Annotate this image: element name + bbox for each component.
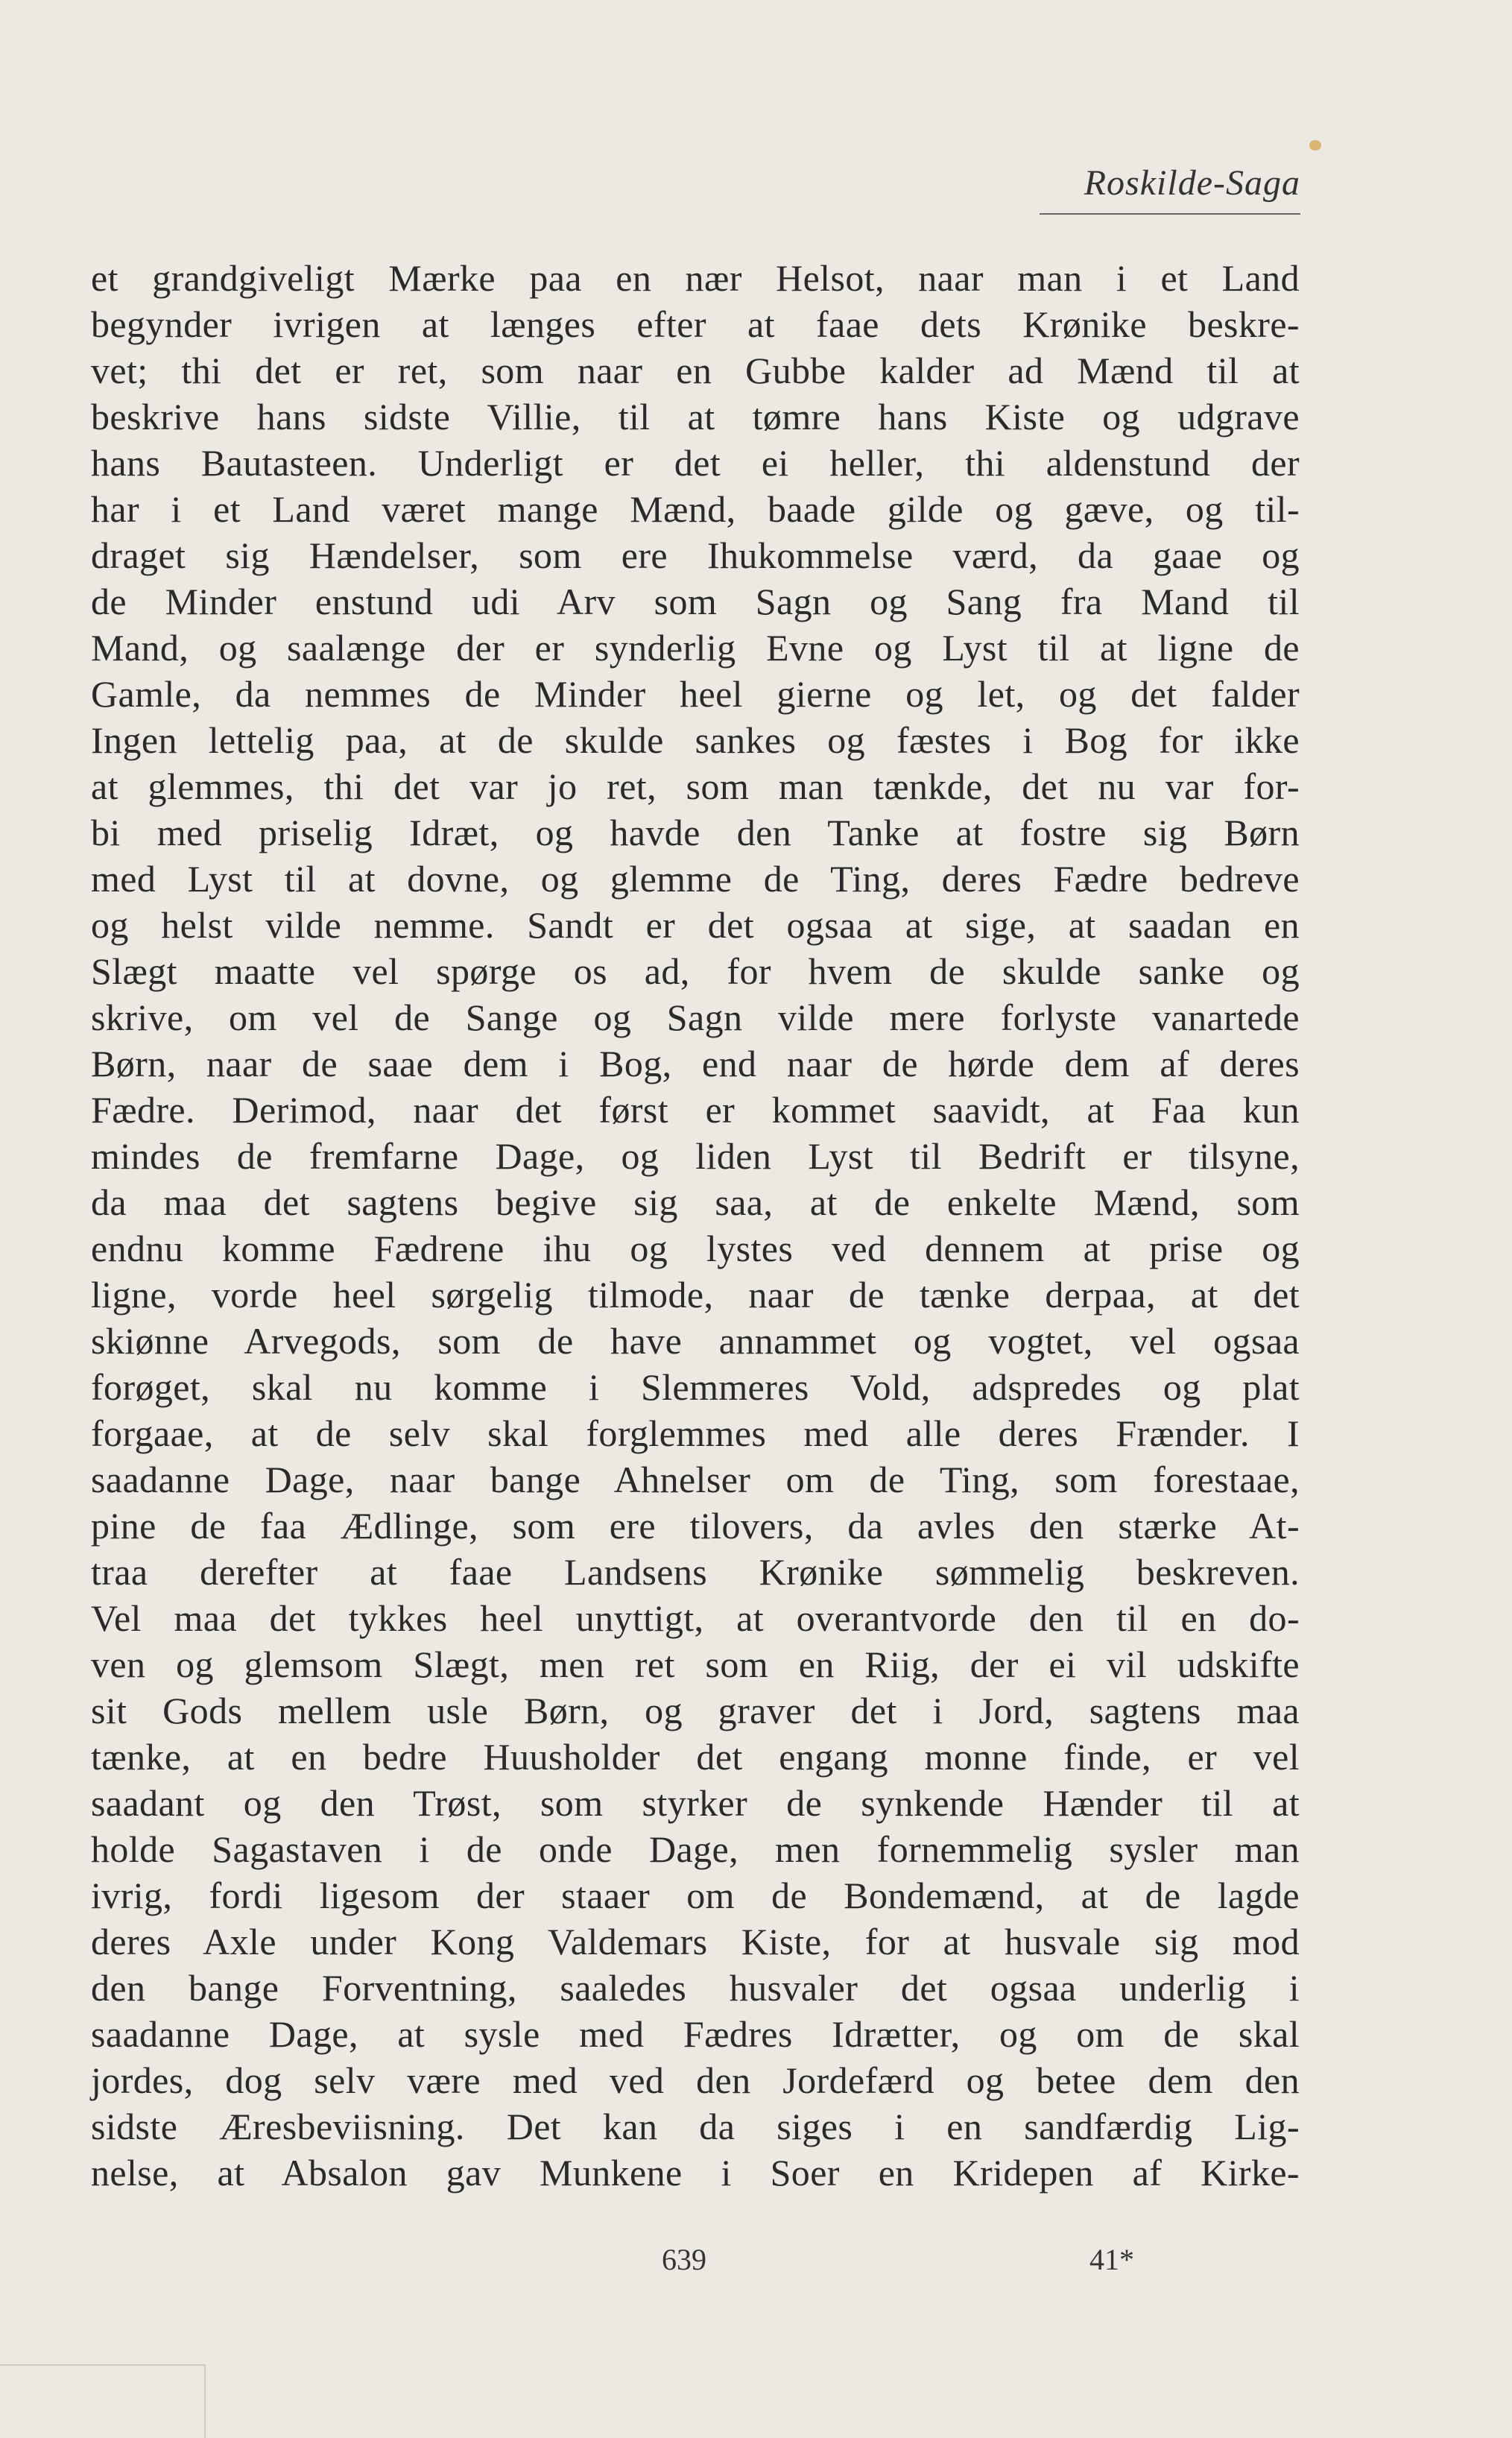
text-line: skiønne Arvegods, som de have annammet og vogtet, vel ogsaa — [91, 1320, 1300, 1362]
text-line: mindes de fremfarne Dage, og liden Lyst til Bedrift er tilsyne, — [91, 1135, 1300, 1177]
page-number: 639 — [662, 2243, 706, 2276]
text-line: Børn, naar de saae dem i Bog, end naar de hørde dem af deres — [91, 1043, 1300, 1084]
text-line: begynder ivrigen at længes efter at faae dets Krønike beskre- — [91, 303, 1300, 345]
text-line: vet; thi det er ret, som naar en Gubbe kalder ad Mænd til at — [91, 350, 1300, 391]
text-line: jordes, dog selv være med ved den Jordefærd og betee dem den — [91, 2059, 1300, 2101]
text-line: da maa det sagtens begive sig saa, at de enkelte Mænd, som — [91, 1181, 1300, 1223]
text-line: forøget, skal nu komme i Slemmeres Vold, adspredes og plat — [91, 1366, 1300, 1408]
running-head-rule — [1040, 213, 1300, 215]
text-line: saadant og den Trøst, som styrker de synkende Hænder til at — [91, 1782, 1300, 1824]
text-line: skrive, om vel de Sange og Sagn vilde mere forlyste vanartede — [91, 997, 1300, 1038]
text-line: Slægt maatte vel spørge os ad, for hvem de skulde sanke og — [91, 950, 1300, 992]
text-line: at glemmes, thi det var jo ret, som man tænkde, det nu var for- — [91, 765, 1300, 807]
text-line: saadanne Dage, at sysle med Fædres Idrætter, og om de skal — [91, 2013, 1300, 2055]
text-line: Ingen lettelig paa, at de skulde sankes og fæstes i Bog for ikke — [91, 719, 1300, 761]
body-text — [91, 255, 1300, 2196]
text-line: pine de faa Ædlinge, som ere tilovers, da avles den stærke At- — [91, 1505, 1300, 1547]
text-line: Fædre. Derimod, naar det først er kommet saavidt, at Faa kun — [91, 1089, 1300, 1131]
text-line: deres Axle under Kong Valdemars Kiste, for at husvale sig mod — [91, 1921, 1300, 1962]
text-line: ven og glemsom Slægt, men ret som en Riig, der ei vil udskifte — [91, 1643, 1300, 1685]
text-line: traa derefter at faae Landsens Krønike sømmelig beskreven. — [91, 1551, 1300, 1593]
text-line: har i et Land været mange Mænd, baade gilde og gæve, og til- — [91, 488, 1300, 530]
text-line: Vel maa det tykkes heel unyttigt, at overantvorde den til en do- — [91, 1597, 1300, 1639]
signature-mark: 41* — [1089, 2243, 1134, 2276]
text-line: holde Sagastaven i de onde Dage, men fornemmelig sysler man — [91, 1828, 1300, 1870]
text-line: endnu komme Fædrene ihu og lystes ved dennem at prise og — [91, 1228, 1300, 1269]
text-line: Gamle, da nemmes de Minder heel gierne og let, og det falder — [91, 673, 1300, 715]
text-line: tænke, at en bedre Huusholder det engang monne finde, er vel — [91, 1736, 1300, 1778]
text-line: sidste Æresbeviisning. Det kan da siges i en sandfærdig Lig- — [91, 2106, 1300, 2147]
text-line: den bange Forventning, saaledes husvaler det ogsaa underlig i — [91, 1967, 1300, 2009]
text-line: saadanne Dage, naar bange Ahnelser om de Ting, som forestaae, — [91, 1459, 1300, 1500]
text-line: forgaae, at de selv skal forglemmes med alle deres Frænder. I — [91, 1412, 1300, 1454]
text-line: og helst vilde nemme. Sandt er det ogsaa at sige, at saadan en — [91, 904, 1300, 946]
text-line: sit Gods mellem usle Børn, og graver det i Jord, sagtens maa — [91, 1690, 1300, 1731]
text-line: Mand, og saalænge der er synderlig Evne og Lyst til at ligne de — [91, 627, 1300, 669]
text-line: beskrive hans sidste Villie, til at tømre hans Kiste og udgrave — [91, 396, 1300, 438]
text-line: med Lyst til at dovne, og glemme de Ting, deres Fædre bedreve — [91, 858, 1300, 900]
text-line: de Minder enstund udi Arv som Sagn og Sang fra Mand til — [91, 581, 1300, 622]
text-line: et grandgiveligt Mærke paa en nær Helsot, naar man i et Land — [91, 257, 1300, 299]
running-head: Roskilde-Saga — [1084, 163, 1300, 203]
text-line: nelse, at Absalon gav Munkene i Soer en Kridepen af Kirke- — [91, 2152, 1300, 2194]
text-line: draget sig Hændelser, som ere Ihukommelse værd, da gaae og — [91, 534, 1300, 576]
ink-speck — [1309, 140, 1321, 151]
text-line: ivrig, fordi ligesom der staaer om de Bondemænd, at de lagde — [91, 1875, 1300, 1916]
text-line: hans Bautasteen. Underligt er det ei heller, thi aldenstund der — [91, 442, 1300, 484]
text-line: ligne, vorde heel sørgelig tilmode, naar de tænke derpaa, at det — [91, 1274, 1300, 1316]
text-line: bi med priselig Idræt, og havde den Tanke at fostre sig Børn — [91, 812, 1300, 853]
scan-corner-mark — [0, 2364, 206, 2438]
